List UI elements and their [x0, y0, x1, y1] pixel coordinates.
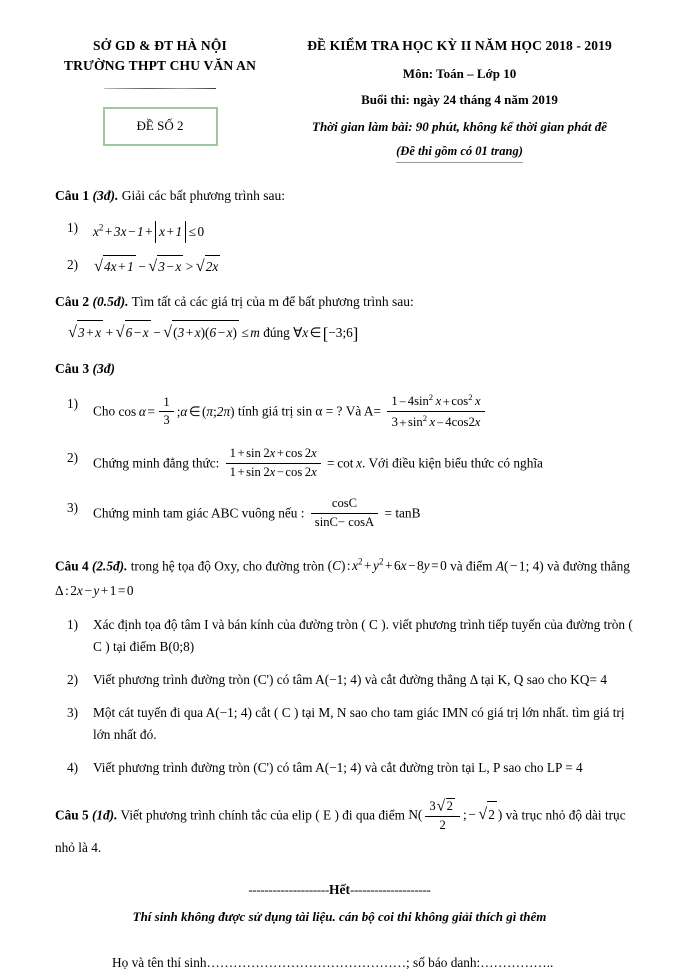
list-item	[55, 614, 639, 658]
candidate-sbd-label: ; số báo danh:	[406, 954, 481, 970]
question-4-heading	[55, 550, 639, 603]
list-item	[55, 447, 639, 482]
item-number: 3)	[67, 705, 79, 721]
question-3-points: (3đ)	[92, 361, 116, 377]
item-lead: Cho	[93, 403, 116, 419]
item-number: 1)	[67, 396, 79, 412]
end-dashes-right: --------------------	[350, 881, 431, 897]
item-number: 3)	[67, 500, 79, 516]
fraction-denominator: 1 + sin 2x − cos 2x	[229, 465, 317, 480]
exam-subject: Môn: Toán – Lớp 10	[402, 66, 517, 81]
header-left-block	[40, 30, 280, 163]
item-formula: √ 4x + 1 − √ 3 − x > √ 2x	[93, 259, 221, 274]
candidate-name-dots: ………………………………………	[206, 954, 406, 970]
question-2-label: Câu 2	[55, 294, 90, 310]
question-4-circle: (C) : $x^2 + y^2 + 6x - 8y = 0$	[327, 556, 447, 574]
question-2-prompt: Tìm tất cả các giá trị của m để bất phương trình sau:	[131, 294, 414, 310]
school-name: TRƯỜNG THPT CHU VĂN AN	[63, 58, 257, 73]
exam-code-box: ĐỀ SỐ 2	[103, 107, 218, 146]
question-2-formula: √ 3 + x + √ 6 − x − √ (3 + x)(6 − x) ≤ m đúng ∀x ∈[−3;6]	[55, 319, 639, 345]
question-4-label: Câu 4	[55, 558, 89, 574]
fraction-denominator: sinC− cosA	[314, 514, 375, 529]
question-2-quantifier: đúng	[263, 325, 290, 341]
question-3-label: Câu 3	[55, 361, 90, 377]
question-5-prompt: Viết phương trình chính tắc của elip ( E ) đi qua điểm	[120, 807, 405, 823]
item-number: 2)	[67, 257, 79, 273]
end-dashes-left: --------------------	[248, 881, 329, 897]
question-5-label: Câu 5	[55, 807, 89, 823]
item-text: Viết phương trình đường tròn (C') có tâm A(−1; 4) và cắt đường tròn tại L, P sao cho LP = 4	[93, 760, 583, 776]
item-text: Một cát tuyến đi qua A(−1; 4) cắt ( C ) tại M, N sao cho tam giác IMN có giá trị lớn nhất. tìm giá trị lớn nhất đó.	[93, 705, 625, 743]
question-4-points: (2.5đ).	[91, 558, 128, 574]
list-item	[55, 217, 639, 243]
item-equals: = tanB	[384, 505, 421, 521]
item-formula: cos α = $\frac{1}{3}$ ;α ∈ (π;2π)	[118, 394, 235, 428]
question-5-point: N( 3 √ 2 2 ; − √ 2 )	[408, 797, 503, 832]
item-ask: tính giá trị sin α = ? Và A=	[237, 403, 381, 419]
item-number: 2)	[67, 450, 79, 466]
exam-title: ĐỀ KIỂM TRA HỌC KỲ II NĂM HỌC 2018 - 2019	[307, 38, 612, 53]
question-1-prompt: Giải các bất phương trình sau:	[121, 188, 286, 203]
question-1-heading	[55, 185, 639, 206]
question-3	[55, 358, 639, 531]
fraction-numerator: 1 + sin 2x + cos 2x	[226, 446, 321, 464]
exam-note: Thí sinh không được sử dụng tài liệu. cán bộ coi thi không giải thích gì thêm	[132, 908, 547, 924]
question-2	[55, 291, 639, 345]
fraction-numerator: cosC	[311, 496, 378, 514]
item-equals: = cot x.	[327, 455, 366, 471]
exam-session: Buổi thi: ngày 24 tháng 4 năm 2019	[361, 92, 558, 107]
item-number: 2)	[67, 672, 79, 688]
item-text: Viết phương trình đường tròn (C') có tâm A(−1; 4) và cắt đường thẳng Δ tại K, Q sao cho KQ= 4	[93, 672, 607, 688]
end-word: Hết	[329, 881, 350, 897]
page-header	[0, 0, 679, 163]
list-item	[55, 702, 639, 746]
fraction-denominator: $3 + \sin^2 x - 4\cos 2x$	[391, 413, 481, 430]
item-fraction	[226, 446, 321, 481]
question-5-heading	[55, 798, 639, 860]
candidate-sbd-dots: ……………..	[480, 954, 554, 970]
question-3-items	[55, 393, 639, 531]
candidate-name-label: Họ và tên thí sinh	[112, 954, 207, 970]
question-2-points: (0.5đ).	[92, 294, 129, 310]
candidate-info-line	[40, 955, 639, 971]
item-number: 1)	[67, 617, 79, 633]
question-1-label: Câu 1	[55, 188, 90, 203]
end-marker	[40, 882, 639, 898]
list-item	[55, 757, 639, 779]
question-5-tail: và trục nhỏ độ dài trục nhỏ là 4.	[55, 807, 626, 855]
question-4-prompt-a: trong hệ tọa độ Oxy, cho đường tròn	[130, 558, 325, 574]
item-formula: $x^2 + 3x - 1 + x + 1 \le 0$	[93, 224, 204, 239]
item-lead: Chứng minh đẳng thức:	[93, 455, 220, 471]
header-right-block	[280, 30, 639, 163]
list-item	[55, 669, 639, 691]
item-fraction	[311, 496, 378, 531]
question-4	[55, 550, 639, 779]
question-1-points: (3đ).	[92, 188, 119, 203]
exam-pages: (Đề thi gồm có 01 trang)	[396, 143, 523, 163]
page-footer	[0, 882, 679, 971]
question-4-items	[55, 614, 639, 779]
department-name: SỞ GD & ĐT HÀ NỘI	[92, 38, 228, 53]
item-lead: Chứng minh tam giác ABC vuông nếu :	[93, 505, 305, 521]
question-4-point: A( − 1; 4)	[495, 558, 544, 574]
exam-duration: Thời gian làm bài: 90 phút, không kể thời gian phát đề	[312, 119, 607, 134]
item-number: 1)	[67, 220, 79, 235]
item-number: 4)	[67, 760, 79, 776]
list-item	[55, 497, 639, 532]
question-4-prompt-c: và đường thẳng	[547, 558, 630, 574]
item-fraction	[387, 392, 484, 431]
question-4-prompt-b: và điểm	[450, 558, 493, 574]
item-tail: Với điều kiện biểu thức có nghĩa	[368, 455, 543, 471]
list-item	[55, 254, 639, 278]
exam-body	[0, 185, 679, 860]
question-5	[55, 798, 639, 860]
header-divider	[104, 88, 216, 89]
question-3-heading	[55, 358, 639, 379]
fraction-numerator: $1 - 4\sin^2$ $x + \cos^2 x$	[387, 392, 484, 412]
question-1-items	[55, 217, 639, 278]
question-5-points: (1đ).	[91, 807, 118, 823]
question-1	[55, 185, 639, 278]
question-4-line: Δ : 2x − y + 1 = 0	[55, 583, 134, 599]
item-text: Xác định tọa độ tâm I và bán kính của đường tròn ( C ). viết phương trình tiếp tuyến của đường tròn ( C ) tại điểm B(0;8)	[93, 617, 633, 655]
list-item	[55, 393, 639, 432]
question-2-heading	[55, 291, 639, 312]
